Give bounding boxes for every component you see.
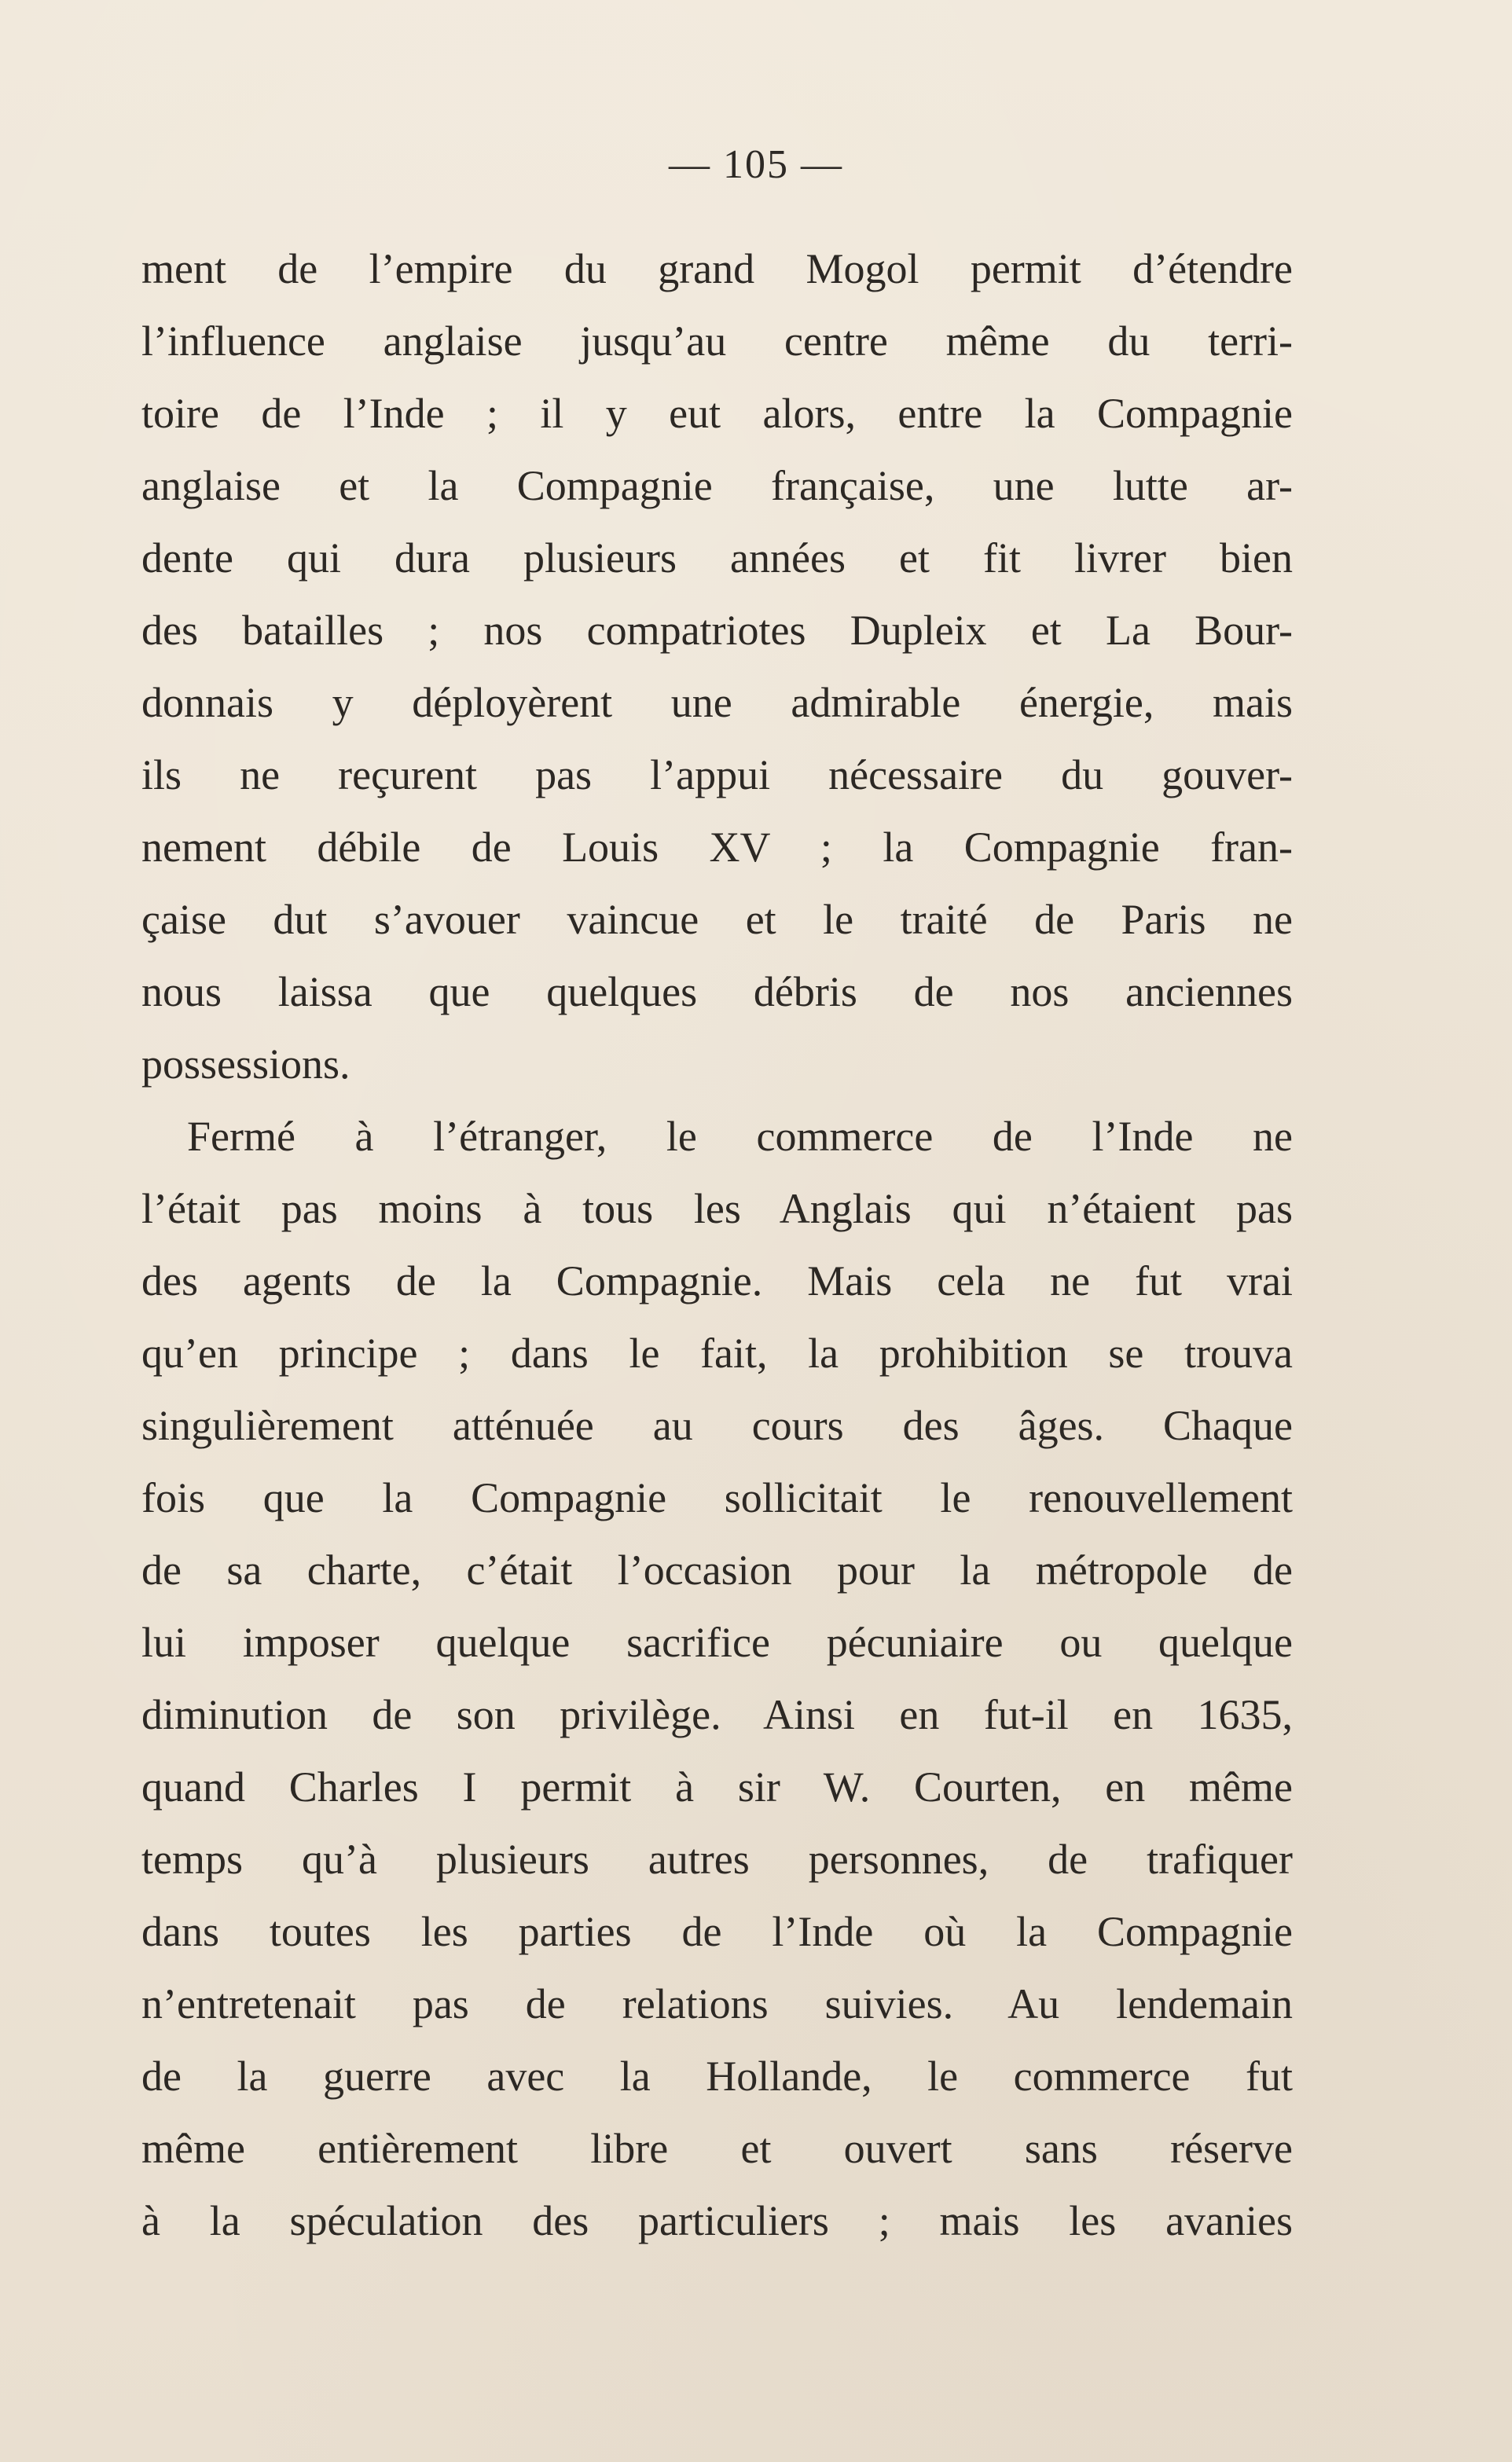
text-line: même entièrement libre et ouvert sans réserve	[141, 2125, 1293, 2172]
text-line: quand Charles I permit à sir W. Courten, en même	[141, 1763, 1293, 1811]
text-line: toire de l’Inde ; il y eut alors, entre la Compagnie	[141, 390, 1293, 437]
text-line: diminution de son privilège. Ainsi en fut-il en 1635,	[141, 1691, 1293, 1738]
text-line: l’influence anglaise jusqu’au centre même du terri-	[141, 317, 1293, 365]
text-line: possessions.	[141, 1040, 350, 1088]
paragraph-1	[141, 233, 1293, 1100]
text-line: dans toutes les parties de l’Inde où la Compagnie	[141, 1908, 1293, 1955]
text-line: lui imposer quelque sacrifice pécuniaire ou quelque	[141, 1619, 1293, 1666]
paragraph-2	[141, 1100, 1293, 2257]
text-line: singulièrement atténuée au cours des âges. Chaque	[141, 1402, 1293, 1449]
text-line: des agents de la Compagnie. Mais cela ne fut vrai	[141, 1257, 1293, 1304]
text-line: n’entretenait pas de relations suivies. Au lendemain	[141, 1980, 1293, 2027]
page-body	[141, 233, 1293, 2257]
text-line: qu’en principe ; dans le fait, la prohibition se trouva	[141, 1330, 1293, 1377]
text-line: nement débile de Louis XV ; la Compagnie fran-	[141, 824, 1293, 871]
text-line: à la spéculation des particuliers ; mais les avanies	[141, 2197, 1293, 2244]
text-line: de sa charte, c’était l’occasion pour la métropole de	[141, 1547, 1293, 1594]
text-line: donnais y déployèrent une admirable énergie, mais	[141, 679, 1293, 726]
text-line: temps qu’à plusieurs autres personnes, de trafiquer	[141, 1836, 1293, 1883]
text-line: çaise dut s’avouer vaincue et le traité de Paris ne	[141, 896, 1293, 943]
text-line: ils ne reçurent pas l’appui nécessaire du gouver-	[141, 751, 1293, 798]
text-line: fois que la Compagnie sollicitait le renouvellement	[141, 1474, 1293, 1521]
text-line: Fermé à l’étranger, le commerce de l’Inde ne	[187, 1113, 1293, 1160]
text-line: dente qui dura plusieurs années et fit livrer bien	[141, 534, 1293, 582]
page-number: — 105 —	[669, 142, 843, 187]
text-line: de la guerre avec la Hollande, le commerce fut	[141, 2053, 1293, 2100]
text-line: ment de l’empire du grand Mogol permit d’étendre	[141, 245, 1293, 292]
text-line: l’était pas moins à tous les Anglais qui n’étaient pas	[141, 1185, 1293, 1232]
text-line: anglaise et la Compagnie française, une lutte ar-	[141, 462, 1293, 509]
text-line: des batailles ; nos compatriotes Dupleix et La Bour-	[141, 607, 1293, 654]
text-line: nous laissa que quelques débris de nos anciennes	[141, 968, 1293, 1015]
